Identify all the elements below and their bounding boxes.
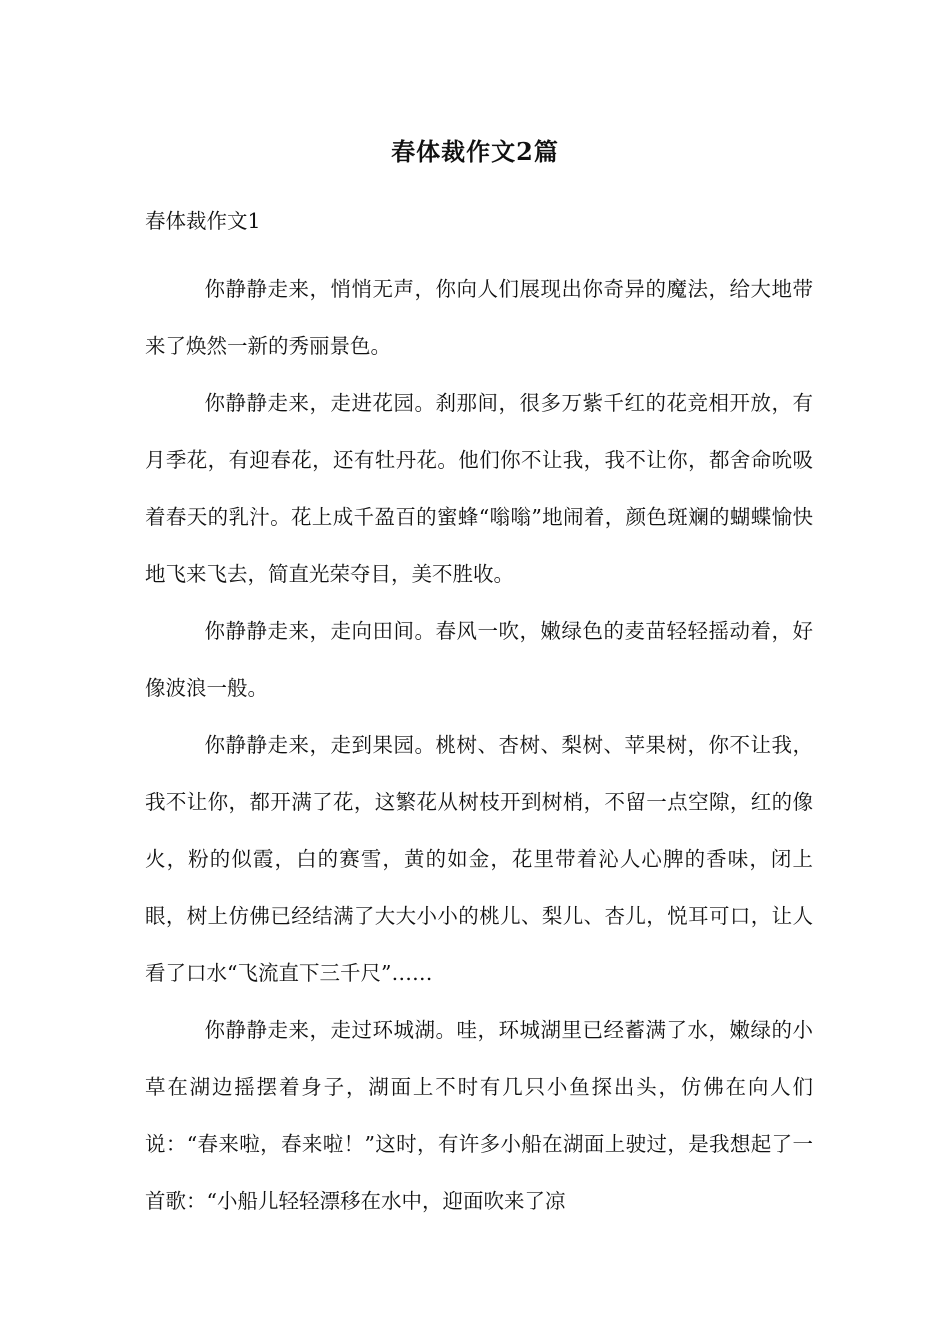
document-title: 春体裁作文2篇	[391, 137, 559, 166]
paragraph-1: 你静静走来，悄悄无声，你向人们展现出你奇异的魔法，给大地带来了焕然一新的秀丽景色。	[145, 277, 813, 358]
document-body	[145, 261, 813, 1230]
paragraph-5: 你静静走来，走过环城湖。哇，环城湖里已经蓄满了水，嫩绿的小草在湖边摇摆着身子，湖面上不时有几只小鱼探出头，仿佛在向人们说：“春来啦，春来啦！”这时，有许多小船在湖面上驶过，是我想起了一首歌：“小船儿轻轻漂移在水中，迎面吹来了凉	[145, 1018, 813, 1213]
paragraph-3: 你静静走来，走向田间。春风一吹，嫩绿色的麦苗轻轻摇动着，好像波浪一般。	[145, 619, 813, 700]
paragraph-4: 你静静走来，走到果园。桃树、杏树、梨树、苹果树，你不让我，我不让你，都开满了花，这繁花从树枝开到树梢，不留一点空隙，红的像火，粉的似霞，白的赛雪，黄的如金，花里带着沁人心脾的香味，闭上眼，树上仿佛已经结满了大大小小的桃儿、梨儿、杏儿，悦耳可口，让人看了口水“飞流直下三千尺”……	[145, 733, 813, 985]
paragraph-2: 你静静走来，走进花园。刹那间，很多万紫千红的花竞相开放，有月季花，有迎春花，还有牡丹花。他们你不让我，我不让你，都舍命吮吸着春天的乳汁。花上成千盈百的蜜蜂“嗡嗡”地闹着，颜色斑斓的蝴蝶愉快地飞来飞去，简直光荣夺目，美不胜收。	[145, 391, 813, 586]
section-heading: 春体裁作文1	[145, 209, 261, 233]
